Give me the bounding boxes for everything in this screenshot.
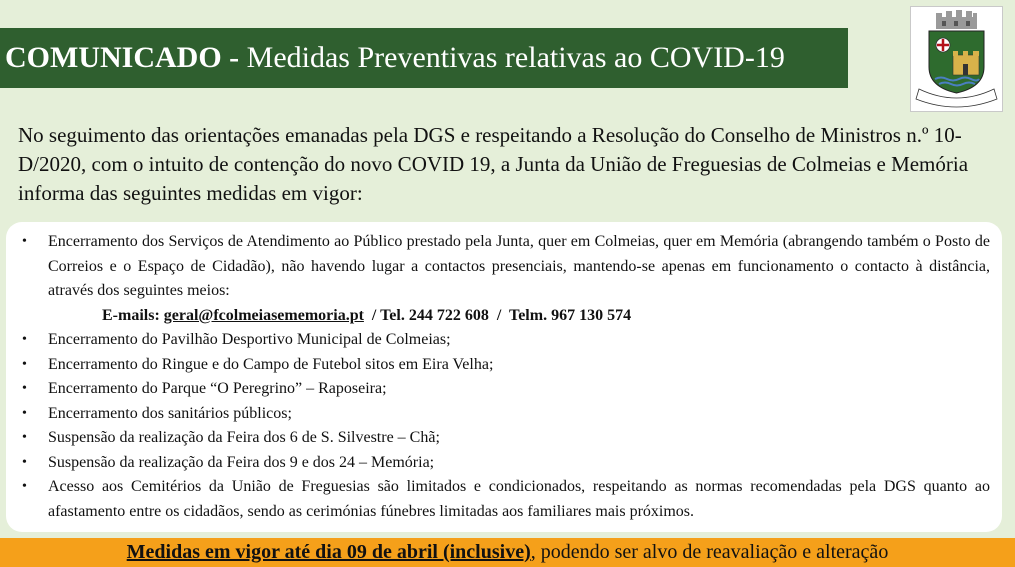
phone-numbers: / Tel. 244 722 608 / Telm. 967 130 574 [363,306,632,324]
title-bold: COMUNICADO - [5,41,240,74]
bullet-icon: • [22,234,27,249]
measure-text: Encerramento dos sanitários públicos; [48,404,292,422]
list-item [6,451,1002,476]
bullet-icon: • [22,454,27,470]
validity-rest: , podendo ser alvo de reavaliação e alteração [530,541,889,563]
measure-text: Encerramento do Parque “O Peregrino” – Raposeira; [48,380,387,397]
bullet-icon: • [22,405,27,421]
measure-text: Encerramento do Pavilhão Desportivo Municipal de Colmeias; [48,331,451,348]
bullet-icon: • [22,430,27,445]
bullet-icon: • [22,356,27,372]
page-title [0,28,848,88]
measures-panel [6,222,1002,532]
bullet-icon: • [22,332,27,347]
validity-date: Medidas em vigor até dia 09 de abril (inclusive) [126,541,531,563]
bullet-icon: • [22,479,27,494]
measure-text: Suspensão da realização da Feira dos 9 e dos 24 – Memória; [48,453,435,471]
email-label: E-mails: [102,306,164,324]
coat-of-arms-logo [910,6,1003,112]
list-item [6,475,1002,524]
measure-text: Suspensão da realização da Feira dos 6 de S. Silvestre – Chã; [48,429,440,446]
email-link[interactable]: geral@fcolmeiasememoria.pt [163,306,364,324]
measure-text: Encerramento do Ringue e do Campo de Futebol sitos em Eira Velha; [48,355,494,373]
contact-line [6,304,1002,329]
measure-text: Encerramento dos Serviços de Atendimento ao Público prestado pela Junta, quer em Colmeias, quer em Memória (abrangendo também o Posto de Correios e o Espaço de Cidadão), não havendo lugar a contactos presenciais, mantendo-se apenas em funcionamento o contacto à distância, através dos seguintes meios: [48,233,990,299]
list-item [6,328,1002,353]
list-item [6,377,1002,402]
list-item [6,353,1002,378]
list-item [6,402,1002,427]
intro-paragraph: No seguimento das orientações emanadas pela DGS e respeitando a Resolução do Conselho de Ministros n.º 10-D/2020, com o intuito de contenção do novo COVID 19, a Junta da União de Freguesias de Colmeias e Memória informa das seguintes medidas em vigor: [18,123,969,205]
list-item [6,426,1002,451]
measures-list [6,222,1002,524]
title-rest: Medidas Preventivas relativas ao COVID-19 [239,41,785,74]
measure-text: Acesso aos Cemitérios da União de Freguesias são limitados e condicionados, respeitando as normas recomendadas pela DGS quanto ao afastamento entre os cidadãos, sendo as cerimónias fúnebres limitadas aos familiares mais próximos. [48,478,990,520]
validity-notice [0,538,1015,567]
list-item [6,230,1002,304]
bullet-icon: • [22,381,27,396]
